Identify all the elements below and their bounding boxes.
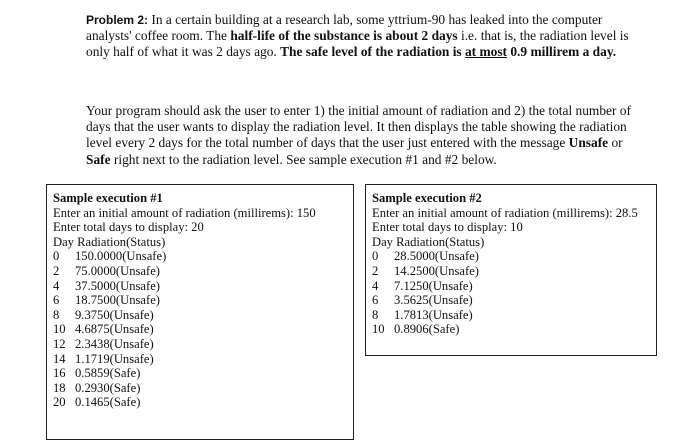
day-cell: 2: [53, 263, 60, 278]
day-cell: 10: [53, 322, 66, 337]
sample2-prompt-days: Enter total days to display: 10: [372, 220, 523, 235]
table-row: [53, 279, 347, 294]
radiation-cell: 4.6875(Unsafe): [75, 322, 154, 337]
instructions-unsafe: Unsafe: [568, 135, 609, 151]
problem-half-life: half-life of the substance is about 2 days: [230, 28, 458, 44]
radiation-cell: 0.5859(Safe): [75, 366, 141, 381]
radiation-cell: 9.3750(Unsafe): [75, 307, 154, 322]
sample1-table: [53, 249, 347, 410]
radiation-cell: 37.5000(Unsafe): [75, 278, 160, 293]
day-cell: 2: [372, 263, 379, 278]
instructions-paragraph: [86, 103, 646, 168]
radiation-cell: 0.1465(Safe): [75, 395, 141, 410]
sample-execution-2: [365, 184, 657, 356]
table-row: [53, 264, 347, 279]
table-row: [53, 293, 347, 308]
table-row: [53, 322, 347, 337]
radiation-cell: 1.1719(Unsafe): [75, 351, 154, 366]
problem-label: Problem 2:: [86, 13, 149, 27]
radiation-cell: 18.7500(Unsafe): [75, 293, 160, 308]
radiation-cell: 7.1250(Unsafe): [394, 278, 473, 293]
radiation-cell: 2.3438(Unsafe): [75, 336, 154, 351]
radiation-cell: 75.0000(Unsafe): [75, 263, 160, 278]
radiation-cell: 1.7813(Unsafe): [394, 307, 473, 322]
day-cell: 6: [53, 293, 60, 308]
day-cell: 4: [53, 278, 60, 293]
day-cell: 16: [53, 366, 66, 381]
instructions-text-3: right next to the radiation level. See sample execution #1 and #2 below.: [110, 151, 497, 167]
problem-at-most: at most: [464, 44, 508, 60]
problem-text-1: In a certain building at a research lab, some yttrium-90 has leaked into the computer analysts' coffee room. The: [86, 12, 603, 44]
table-row: [53, 249, 347, 264]
table-row: [53, 308, 347, 323]
sample1-title: Sample execution #1: [53, 191, 163, 205]
sample1-prompt-radiation: Enter an initial amount of radiation (millirems): 150: [53, 205, 316, 220]
table-row: [53, 381, 347, 396]
sample-execution-1: [46, 184, 354, 440]
day-cell: 18: [53, 380, 66, 395]
day-cell: 8: [372, 307, 379, 322]
radiation-cell: 0.2930(Safe): [75, 380, 141, 395]
sample2-title: Sample execution #2: [372, 191, 482, 205]
day-cell: 4: [372, 278, 379, 293]
radiation-cell: 3.5625(Unsafe): [394, 293, 473, 308]
day-cell: 6: [372, 293, 379, 308]
table-row: [372, 249, 650, 264]
problem-text-2: i.e. that is, the radiation level is only half of what it was 2 days ago.: [86, 28, 629, 60]
day-cell: 14: [53, 351, 66, 366]
day-cell: 0: [53, 249, 60, 264]
sample2-prompt-radiation: Enter an initial amount of radiation (millirems): 28.5: [372, 205, 638, 220]
table-row: [372, 279, 650, 294]
day-cell: 0: [372, 249, 379, 264]
table-row: [372, 264, 650, 279]
table-row: [372, 293, 650, 308]
table-row: [53, 337, 347, 352]
table-row: [372, 322, 650, 337]
problem-statement: [86, 12, 646, 61]
table-row: [372, 308, 650, 323]
problem-safe-level: The safe level of the radiation is: [280, 44, 465, 60]
table-row: [53, 395, 347, 410]
instructions-text-1: Your program should ask the user to enter 1) the initial amount of radiation and 2) the total number of days that the user wants to display the radiation level. It then displays the table showing the radiation level every 2 days for the total number of days that the user just entered with the message: [86, 103, 631, 151]
instructions-text-2: or: [608, 135, 623, 151]
sample2-table-header: Day Radiation(Status): [372, 234, 485, 249]
table-row: [53, 352, 347, 367]
problem-threshold: 0.9 millirem a day.: [507, 44, 617, 60]
sample2-table: [372, 249, 650, 337]
table-row: [53, 366, 347, 381]
radiation-cell: 0.8906(Safe): [394, 322, 460, 337]
day-cell: 20: [53, 395, 66, 410]
sample1-table-header: Day Radiation(Status): [53, 234, 166, 249]
sample1-prompt-days: Enter total days to display: 20: [53, 220, 204, 235]
radiation-cell: 14.2500(Unsafe): [394, 263, 479, 278]
day-cell: 10: [372, 322, 385, 337]
instructions-safe: Safe: [86, 151, 111, 167]
day-cell: 8: [53, 307, 60, 322]
day-cell: 12: [53, 336, 66, 351]
radiation-cell: 150.0000(Unsafe): [75, 249, 167, 264]
radiation-cell: 28.5000(Unsafe): [394, 249, 479, 264]
